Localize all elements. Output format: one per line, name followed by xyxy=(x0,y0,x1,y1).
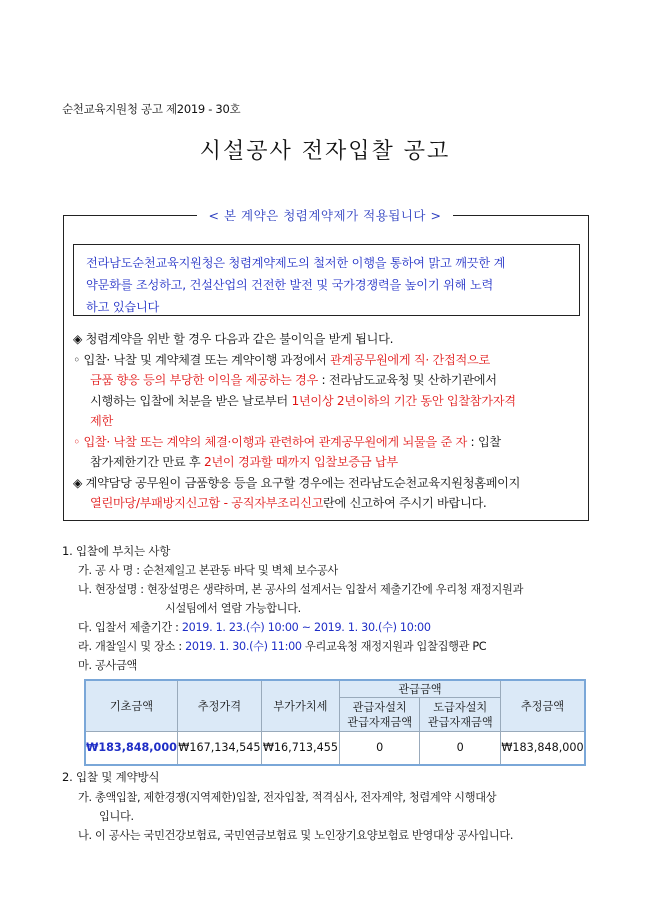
amount-table xyxy=(84,679,586,766)
note-highlight: 열린마당/부패방지신고함 - 공직자부조리신고 xyxy=(90,496,324,510)
note-highlight: 관계공무원에게 직· 간접적으로 xyxy=(330,352,490,367)
note-highlight: ◦ 입찰· 낙찰 또는 계약의 체결·이행과 관련하여 관계공무원에게 뇌물을 준 자 xyxy=(73,434,467,449)
header-gov-install-sub: 관급자재금액 xyxy=(347,715,413,729)
value-vat: ₩16,713,455 xyxy=(261,732,339,765)
note-text: : 전라남도교육청 및 산하기관에서 xyxy=(317,373,497,387)
note-line xyxy=(73,452,583,473)
header-sub-install-label: 도급자설치 xyxy=(433,700,488,714)
header-gov-install xyxy=(339,698,420,732)
note-line xyxy=(73,350,583,371)
note-line xyxy=(73,493,583,514)
note-text: : 입찰 xyxy=(466,434,501,449)
submission-value: 2019. 1. 23.(수) 10:00 ~ 2019. 1. 30.(수) 10:00 xyxy=(181,621,431,634)
site-briefing-line2: 시설팀에서 열람 가능합니다. xyxy=(165,602,301,615)
header-base: 기초금액 xyxy=(85,680,177,732)
project-amount-label: 마. 공사금액 xyxy=(78,659,138,672)
opening-value: 2019. 1. 30.(수) 11:00 xyxy=(185,640,302,653)
intro-line: 전라남도순천교육지원청은 청렴계약제도의 철저한 이행을 통하여 맑고 깨끗한 계 xyxy=(86,256,506,270)
section1-heading: 1. 입찰에 부치는 사항 xyxy=(62,544,171,558)
value-est-amount: ₩183,848,000 xyxy=(501,732,586,765)
note-text: ◈ 청렴계약을 위반 할 경우 다음과 같은 불이익을 받게 됩니다. xyxy=(73,332,394,346)
note-text: 란에 신고하여 주시기 바랍니다. xyxy=(323,496,487,510)
header-gov-install-label: 관급자설치 xyxy=(352,700,407,714)
value-estimate: ₩167,134,545 xyxy=(177,732,261,765)
value-gov-install: 0 xyxy=(339,732,420,765)
header-sub-install xyxy=(420,698,501,732)
integrity-box-legend xyxy=(0,206,650,224)
note-text: 시행하는 입찰에 처분을 받은 날로부터 xyxy=(90,393,292,408)
notice-number: 순천교육지원청 공고 제2019 - 30호 xyxy=(62,102,241,116)
opening-place: 우리교육청 재정지원과 입찰집행관 PC xyxy=(301,640,487,653)
opening-label: 라. 개찰일시 및 장소 : xyxy=(78,640,186,653)
intro-line: 약문화를 조성하고, 건설산업의 건전한 발전 및 국가경쟁력을 높이기 위해 노력 xyxy=(86,278,494,292)
note-line xyxy=(73,432,583,453)
bid-method-line1: 가. 총액입찰, 제한경쟁(지역제한)입찰, 전자입찰, 적격심사, 전자계약, 청렴계약 시행대상 xyxy=(78,791,497,804)
header-est-amount: 추정금액 xyxy=(501,680,586,732)
insurance-note: 나. 이 공사는 국민건강보험료, 국민연금보험료 및 노인장기요양보험료 반영대상 공사입니다. xyxy=(78,829,514,842)
value-base: ₩183,848,000 xyxy=(85,732,177,765)
value-sub-install: 0 xyxy=(420,732,501,765)
penalty-notes xyxy=(73,329,583,514)
section2-heading: 2. 입찰 및 계약방식 xyxy=(62,770,160,784)
integrity-intro-box xyxy=(73,244,580,316)
submission-period xyxy=(78,618,431,637)
header-vat: 부가가치세 xyxy=(261,680,339,732)
note-line: 제한 xyxy=(90,414,113,428)
site-briefing-line1: 나. 현장설명 : 현장설명은 생략하며, 본 공사의 설계서는 입찰서 제출기간에 우리청 재정지원과 xyxy=(78,583,524,596)
note-text: 참가제한기간 만료 후 xyxy=(90,455,204,469)
submission-label: 다. 입찰서 제출기간 : xyxy=(78,621,182,634)
intro-line: 하고 있습니다 xyxy=(86,300,160,314)
bid-method-line2: 입니다. xyxy=(99,810,134,823)
note-line xyxy=(73,329,583,350)
note-highlight: 금품 향응 등의 부당한 이익을 제공하는 경우 xyxy=(90,373,318,387)
project-name: 가. 공 사 명 : 순천제일고 본관동 바닥 및 벽체 보수공사 xyxy=(78,564,338,577)
note-text: ◦ 입찰· 낙찰 및 계약체결 또는 계약이행 과정에서 xyxy=(73,352,331,367)
note-highlight: 2년이 경과할 때까지 입찰보증금 납부 xyxy=(203,455,398,469)
note-line: ◈ 계약담당 공무원이 금품향응 등을 요구할 경우에는 전라남도순천교육지원청홈페이지 xyxy=(73,475,521,490)
opening-datetime xyxy=(78,637,486,656)
integrity-legend-text: < 본 계약은 청렴계약제가 적용됩니다 > xyxy=(197,208,454,223)
header-gov-group: 관급금액 xyxy=(339,680,500,698)
note-line xyxy=(73,391,583,412)
header-estimate: 추정가격 xyxy=(177,680,261,732)
page-title: 시설공사 전자입찰 공고 xyxy=(199,139,451,164)
note-highlight: 1년이상 2년이하의 기간 동안 입찰참가자격 xyxy=(291,393,516,408)
header-sub-install-sub: 관급자재금액 xyxy=(427,715,493,729)
note-line xyxy=(73,370,583,391)
